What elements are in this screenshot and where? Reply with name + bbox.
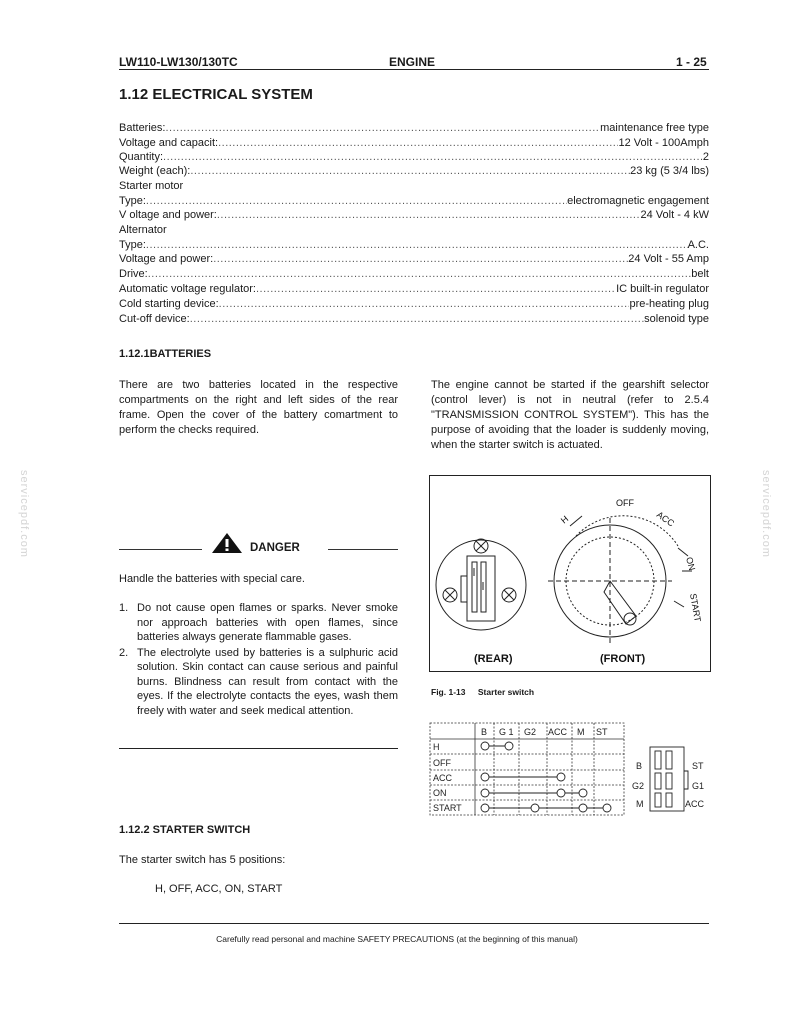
position-acc-label: ACC — [654, 509, 677, 529]
pin-acc-label: ACC — [685, 799, 705, 809]
figure-caption: Fig. 1-13 Starter switch — [431, 687, 535, 697]
table-col-g1: G 1 — [499, 727, 514, 737]
footer-rule — [119, 923, 709, 924]
table-row-on: ON — [433, 788, 447, 798]
footer-note: Carefully read personal and machine SAFETY PRECAUTIONS (at the beginning of this manual) — [216, 934, 578, 944]
danger-intro: Handle the batteries with special care. — [119, 573, 305, 585]
starter-switch-title: 1.12.2 STARTER SWITCH — [119, 824, 251, 836]
table-col-b: B — [481, 727, 488, 737]
switch-position-table — [429, 722, 625, 817]
list-item: 2. The electrolyte used by batteries is a sulphuric acid solution. Skin contact can cause serious and painful burns. Blindness can result from contact with the eyes. If the electrolyte contacts the eyes, wash them freely with water and seek medical attention. — [119, 646, 398, 717]
spec-row: Type: ..... A.C. — [119, 238, 709, 252]
spec-row: V oltage and power: ..... 24 Volt - 4 kW — [119, 208, 709, 222]
spec-row: Drive: ..... belt — [119, 267, 709, 281]
spec-heading-alternator: Alternator — [119, 224, 167, 236]
danger-rule-right — [328, 549, 398, 550]
spec-row: Type: ..... electromagnetic engagement — [119, 194, 709, 208]
table-col-st: ST — [596, 727, 608, 737]
table-col-m: M — [577, 727, 585, 737]
spec-row: Automatic voltage regulator: ..... IC built-in regulator — [119, 282, 709, 296]
watermark-left: servicepdf.com — [18, 470, 30, 558]
spec-row: Quantity: ..... 2 — [119, 150, 709, 164]
front-label: (FRONT) — [600, 653, 646, 665]
spec-row: Weight (each): ..... 23 kg (5 3/4 lbs) — [119, 164, 709, 178]
table-row-acc: ACC — [433, 773, 453, 783]
position-h-label: H — [558, 513, 571, 526]
table-col-acc: ACC — [548, 727, 568, 737]
table-col-g2: G2 — [524, 727, 537, 737]
danger-heading — [119, 532, 398, 554]
spec-row: Batteries: ..... maintenance free type — [119, 121, 709, 135]
danger-bottom-rule — [119, 748, 398, 749]
spec-heading-starter-motor: Starter motor — [119, 180, 184, 192]
starter-switch-drawing — [430, 476, 710, 671]
rear-label: (REAR) — [474, 653, 513, 665]
header-page-number: 1 - 25 — [676, 55, 707, 69]
table-row-off: OFF — [433, 758, 451, 768]
starter-switch-text: The starter switch has 5 positions: — [119, 854, 286, 866]
header-rule — [119, 69, 709, 70]
table-row-h: H — [433, 742, 440, 752]
position-off-label: OFF — [616, 498, 634, 508]
batteries-text: There are two batteries located in the respective compartments on the right and left sides of the rear frame. Open the cover of the battery comartment to perform the checks required. — [119, 379, 398, 436]
spec-row: Cut-off device: ..... solenoid type — [119, 312, 709, 326]
spec-row: Voltage and power: ..... 24 Volt - 55 Amp — [119, 252, 709, 266]
header-section: ENGINE — [389, 55, 436, 69]
spec-row: Cold starting device: ..... pre-heating plug — [119, 297, 709, 311]
starter-switch-positions: H, OFF, ACC, ON, START — [155, 883, 283, 895]
position-on-label: ON — [684, 555, 698, 572]
danger-list — [119, 601, 398, 719]
warning-icon — [211, 532, 243, 554]
pin-m-label: M — [636, 799, 644, 809]
section-title: 1.12 ELECTRICAL SYSTEM — [119, 86, 313, 103]
pin-st-label: ST — [692, 761, 704, 771]
front-view — [548, 513, 692, 644]
pin-g2-label: G2 — [632, 781, 645, 791]
starter-switch-figure — [429, 475, 711, 672]
watermark-right: servicepdf.com — [760, 470, 772, 558]
spec-row: Voltage and capacit: ..... 12 Volt - 100Amph — [119, 136, 709, 150]
gearshift-note: The engine cannot be started if the gearshift selector (control lever) is not in neutral (refer to 2.5.4 "TRANSMISSION CONTROL SYSTEM"). This has the purpose of avoiding that the loader is suddenly moving, when the starter switch is actuated. — [431, 379, 709, 451]
table-row-start: START — [433, 803, 462, 813]
pin-g1-label: G1 — [692, 781, 705, 791]
header-model: LW110-LW130/130TC — [119, 55, 238, 69]
batteries-title: 1.12.1BATTERIES — [119, 348, 212, 360]
list-item: 1. Do not cause open flames or sparks. Never smoke nor approach batteries with open flames, since batteries always generate flammable gases. — [119, 602, 398, 643]
position-start-label: START — [688, 592, 703, 623]
pin-b-label: B — [636, 761, 643, 771]
rear-view — [436, 539, 526, 630]
connector-pinout — [630, 745, 712, 815]
danger-rule-left — [119, 549, 202, 550]
danger-label: DANGER — [250, 542, 300, 554]
